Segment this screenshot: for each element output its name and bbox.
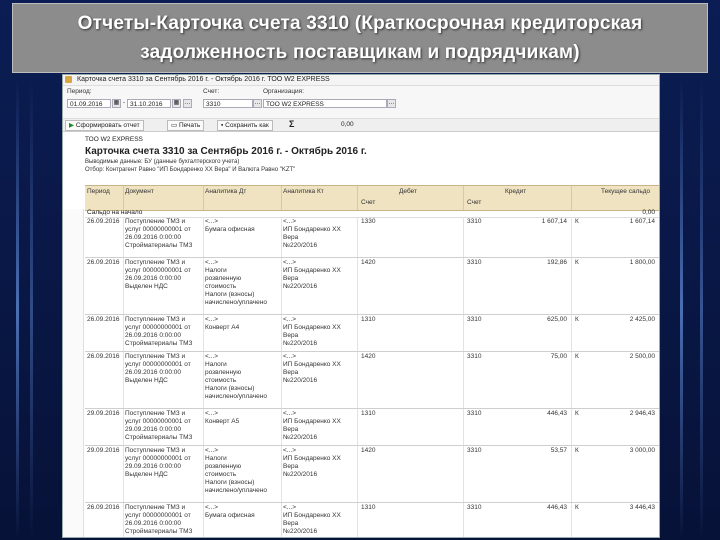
cell-balance: 2 500,00: [629, 353, 655, 360]
org-field[interactable]: ТОО W2 EXPRESS: [263, 99, 387, 108]
col-account-kt: Счет: [467, 199, 482, 206]
cell-account-dt: 1310: [361, 504, 376, 511]
report-toolbar: [63, 118, 659, 132]
grid-line: [123, 503, 124, 538]
grid-line: [571, 315, 572, 351]
cell-balance: 1 800,00: [629, 259, 655, 266]
cell-balance-sign: К: [575, 504, 579, 511]
cell-document: Поступление ТМЗ и услуг 00000000001 от 29.09.2016 0:00:00 Выделен НДС: [125, 447, 191, 478]
cell-date: 26.09.2016: [87, 259, 120, 266]
cell-analytics-kt: <...> ИП Бондаренко ХХ Вера №220/2016: [283, 504, 341, 535]
grid-line: [463, 446, 464, 502]
grid-line: [357, 503, 358, 538]
cell-analytics-dt: <...> Бумага офисная: [205, 504, 255, 519]
cell-balance-sign: К: [575, 218, 579, 225]
grid-line: [357, 352, 358, 408]
grid-line: [203, 409, 204, 445]
cell-account-dt: 1420: [361, 447, 376, 454]
cell-document: Поступление ТМЗ и услуг 00000000001 от 26.09.2016 0:00:00 Выделен НДС: [125, 353, 191, 384]
cell-document: Поступление ТМЗ и услуг 00000000001 от 26.09.2016 0:00:00 Выделен НДС: [125, 259, 191, 290]
play-icon: ▶: [69, 122, 74, 129]
cell-analytics-dt: <...> Конверт А4: [205, 316, 240, 331]
cell-document: Поступление ТМЗ и услуг 00000000001 от 26.09.2016 0:00:00 Стройматериалы ТМЗ: [125, 316, 193, 347]
cell-analytics-kt: <...> ИП Бондаренко ХХ Вера №220/2016: [283, 353, 341, 384]
cell-credit: 1 607,14: [541, 218, 567, 225]
save-icon: ▪: [221, 122, 224, 129]
cell-balance-sign: К: [575, 259, 579, 266]
table-row[interactable]: [85, 352, 659, 409]
cell-balance-sign: К: [575, 353, 579, 360]
grid-line: [123, 446, 124, 502]
slide-title: Отчеты-Карточка счета 3310 (Краткосрочная кредиторская задолженность поставщикам и подрядчикам): [77, 13, 643, 63]
decor-streak: [680, 80, 683, 540]
table-body: [85, 217, 659, 538]
cell-credit: 53,57: [550, 447, 567, 454]
app-icon: [65, 76, 72, 83]
account-select-icon[interactable]: …: [254, 100, 261, 106]
date-from-field[interactable]: 01.09.2016: [67, 99, 111, 108]
cell-analytics-kt: <...> ИП Бондаренко ХХ Вера №220/2016: [283, 410, 341, 441]
opening-balance-label: Сальдо на начало: [87, 209, 143, 216]
col-analytics-kt: Аналитика Кт: [283, 188, 324, 195]
grid-line: [281, 315, 282, 351]
grid-line: [281, 446, 282, 502]
cell-balance: 1 607,14: [629, 218, 655, 225]
grid-line: [357, 315, 358, 351]
printer-icon: ▭: [171, 122, 178, 129]
org-label: Организация:: [263, 88, 305, 95]
cell-document: Поступление ТМЗ и услуг 00000000001 от 26.09.2016 0:00:00 Стройматериалы ТМЗ: [125, 504, 193, 535]
cell-account-dt: 1420: [361, 353, 376, 360]
cell-analytics-kt: <...> ИП Бондаренко ХХ Вера №220/2016: [283, 447, 341, 478]
window-title: Карточка счета 3310 за Сентябрь 2016 г. - Октябрь 2016 г. ТОО W2 EXPRESS: [77, 76, 330, 83]
cell-account-dt: 1310: [361, 316, 376, 323]
cell-credit: 192,86: [547, 259, 567, 266]
table-row[interactable]: [85, 258, 659, 315]
grid-line: [357, 258, 358, 314]
cell-account-kt: 3310: [467, 218, 482, 225]
col-credit: Кредит: [505, 188, 527, 195]
cell-analytics-kt: <...> ИП Бондаренко ХХ Вера №220/2016: [283, 218, 341, 249]
slide-title-bar: [12, 3, 708, 73]
cell-credit: 446,43: [547, 504, 567, 511]
cell-date: 26.09.2016: [87, 316, 120, 323]
table-row[interactable]: [85, 409, 659, 446]
cell-balance: 3 000,00: [629, 447, 655, 454]
cell-date: 29.09.2016: [87, 447, 120, 454]
decor-streak: [700, 80, 703, 540]
cell-credit: 625,00: [547, 316, 567, 323]
grid-line: [571, 409, 572, 445]
report-header: [63, 132, 659, 174]
cell-document: Поступление ТМЗ и услуг 00000000001 от 29.09.2016 0:00:00 Стройматериалы ТМЗ: [125, 410, 193, 441]
print-button[interactable]: ▭ Печать: [167, 120, 204, 131]
cell-account-kt: 3310: [467, 504, 482, 511]
cell-account-kt: 3310: [467, 259, 482, 266]
grid-line: [203, 352, 204, 408]
report-data-type: Выводимые данные: БУ (данные бухгалтерского учета): [85, 159, 240, 165]
grid-line: [281, 217, 282, 257]
cell-balance: 2 425,00: [629, 316, 655, 323]
cell-date: 29.09.2016: [87, 410, 120, 417]
generate-report-button[interactable]: ▶ Сформировать отчет: [65, 120, 144, 131]
report-title: Карточка счета 3310 за Сентябрь 2016 г. - Октябрь 2016 г.: [85, 146, 367, 157]
cell-analytics-dt: <...> Бумага офисная: [205, 218, 255, 233]
col-document: Документ: [125, 188, 154, 195]
grid-line: [463, 503, 464, 538]
grid-line: [281, 503, 282, 538]
table-row[interactable]: [85, 217, 659, 258]
grid-line: [463, 409, 464, 445]
grid-line: [571, 217, 572, 257]
table-row[interactable]: [85, 503, 659, 538]
grid-line: [463, 258, 464, 314]
account-label: Счет:: [203, 88, 220, 95]
decor-streak: [16, 80, 19, 540]
col-balance: Текущее сальдо: [601, 188, 651, 195]
cell-balance: 3 446,43: [629, 504, 655, 511]
grid-line: [123, 217, 124, 257]
cell-date: 26.09.2016: [87, 218, 120, 225]
date-to-field[interactable]: 31.10.2016: [127, 99, 171, 108]
calendar-icon[interactable]: ▦: [173, 100, 180, 106]
cell-balance-sign: К: [575, 316, 579, 323]
grid-line: [123, 352, 124, 408]
cell-credit: 75,00: [550, 353, 567, 360]
table-header: [85, 185, 659, 211]
table-row[interactable]: [85, 446, 659, 503]
period-label: Период:: [67, 88, 92, 95]
cell-analytics-dt: <...> Налоги розвленную стоимость Налоги (взносы) начислено/уплачено: [205, 259, 267, 306]
cell-credit: 446,43: [547, 410, 567, 417]
grid-line: [571, 352, 572, 408]
account-field[interactable]: 3310: [203, 99, 253, 108]
decor-streak: [30, 80, 33, 540]
params-panel: Период: 01.09.2016 ▦ - 31.10.2016 ▦ … Счет: 3310 … Организация: ТОО W2 EXPRESS …: [63, 86, 659, 118]
cell-account-dt: 1330: [361, 218, 376, 225]
cell-account-kt: 3310: [467, 410, 482, 417]
table-row[interactable]: [85, 315, 659, 352]
grid-line: [281, 409, 282, 445]
cell-balance-sign: К: [575, 410, 579, 417]
grid-line: [357, 446, 358, 502]
cell-analytics-dt: <...> Налоги розвленную стоимость Налоги (взносы) начислено/уплачено: [205, 447, 267, 494]
cell-date: 26.09.2016: [87, 504, 120, 511]
grid-line: [357, 409, 358, 445]
grid-line: [463, 352, 464, 408]
cell-account-dt: 1310: [361, 410, 376, 417]
grid-line: [571, 503, 572, 538]
grid-line: [203, 503, 204, 538]
cell-analytics-dt: <...> Налоги розвленную стоимость Налоги (взносы) начислено/уплачено: [205, 353, 267, 400]
cell-analytics-kt: <...> ИП Бондаренко ХХ Вера №220/2016: [283, 259, 341, 290]
calendar-icon[interactable]: ▦: [113, 100, 120, 106]
report-filter: Отбор: Контрагент Равно "ИП Бондаренко ХХ Вера" И Валюта Равно "KZT": [85, 167, 296, 173]
org-select-icon[interactable]: …: [388, 100, 395, 106]
col-account-dt: Счет: [361, 199, 376, 206]
cell-account-kt: 3310: [467, 353, 482, 360]
grid-line: [357, 217, 358, 257]
cell-balance-sign: К: [575, 447, 579, 454]
grid-line: [203, 315, 204, 351]
cell-analytics-dt: <...> Конверт А5: [205, 410, 240, 425]
cell-document: Поступление ТМЗ и услуг 00000000001 от 26.09.2016 0:00:00 Стройматериалы ТМЗ: [125, 218, 193, 249]
cell-balance: 2 946,43: [629, 410, 655, 417]
opening-balance-value: 0,00: [642, 209, 655, 216]
window-titlebar: [63, 75, 659, 86]
col-period: Период: [87, 188, 110, 195]
grid-line: [281, 258, 282, 314]
grid-line: [463, 315, 464, 351]
grid-line: [203, 446, 204, 502]
col-analytics-dt: Аналитика Дт: [205, 188, 247, 195]
cell-date: 26.09.2016: [87, 353, 120, 360]
grid-line: [203, 258, 204, 314]
report-window: [62, 74, 660, 538]
sum-icon[interactable]: Σ: [289, 119, 295, 129]
cell-account-dt: 1420: [361, 259, 376, 266]
col-debit: Дебет: [399, 188, 417, 195]
grid-line: [571, 446, 572, 502]
grid-line: [123, 315, 124, 351]
grid-line: [463, 217, 464, 257]
cell-analytics-kt: <...> ИП Бондаренко ХХ Вера №220/2016: [283, 316, 341, 347]
grid-line: [571, 258, 572, 314]
cell-account-kt: 3310: [467, 316, 482, 323]
grid-line: [281, 352, 282, 408]
grid-line: [123, 409, 124, 445]
period-select-icon[interactable]: …: [184, 100, 191, 106]
save-as-button[interactable]: ▪ Сохранить как: [217, 120, 273, 131]
grid-line: [123, 258, 124, 314]
report-org: ТОО W2 EXPRESS: [85, 136, 143, 143]
cell-account-kt: 3310: [467, 447, 482, 454]
grid-line: [203, 217, 204, 257]
group-gutter: [63, 209, 84, 537]
sum-total: 0,00: [341, 121, 354, 128]
